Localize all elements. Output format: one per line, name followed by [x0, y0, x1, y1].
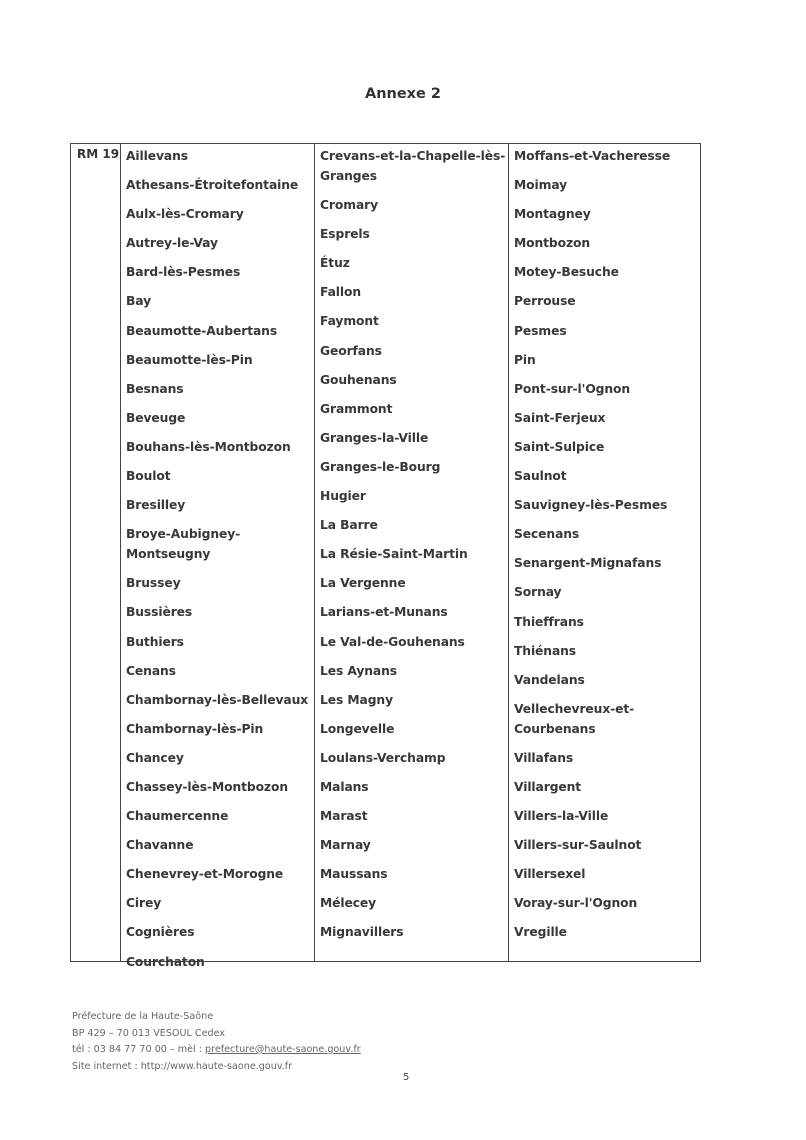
commune-list-2	[320, 146, 506, 952]
commune-item: Saulnot	[514, 469, 567, 484]
commune-item: Faymont	[320, 314, 379, 329]
commune-item: Aillevans	[126, 149, 188, 163]
footer	[72, 1009, 361, 1075]
communes-column-2	[315, 144, 509, 961]
commune-item: Gouhenans	[320, 372, 397, 387]
commune-item: Broye-Aubigney-Montseugny	[126, 527, 241, 562]
commune-item: Les Aynans	[320, 663, 397, 678]
commune-item: Brussey	[126, 576, 181, 591]
commune-item: Senargent-Mignafans	[514, 556, 662, 571]
commune-item: Crevans-et-la-Chapelle-lès-Granges	[320, 149, 506, 183]
commune-item: Moffans-et-Vacheresse	[514, 149, 671, 163]
group-label: RM 19	[77, 147, 120, 161]
commune-item: Vandelans	[514, 672, 585, 687]
commune-item: Besnans	[126, 381, 184, 396]
commune-item: Montbozon	[514, 236, 591, 251]
commune-item: Étuz	[320, 256, 350, 271]
footer-address: BP 429 – 70 013 VESOUL Cedex	[72, 1027, 226, 1039]
footer-email-link[interactable]: prefecture@haute-saone.gouv.fr	[205, 1044, 361, 1055]
commune-item: Thieffrans	[514, 614, 584, 629]
commune-item: Autrey-le-Vay	[126, 236, 218, 251]
commune-item: Moimay	[514, 178, 568, 193]
commune-item: Boulot	[126, 469, 171, 484]
commune-item: La Vergenne	[320, 576, 406, 591]
commune-item: Granges-la-Ville	[320, 430, 429, 445]
commune-item: Athesans-Étroitefontaine	[126, 178, 299, 193]
commune-item: Perrouse	[514, 294, 576, 309]
commune-item: Larians-et-Munans	[320, 605, 448, 620]
commune-item: Loulans-Verchamp	[320, 750, 446, 765]
commune-item: Cognières	[126, 925, 195, 940]
commune-item: Motey-Besuche	[514, 265, 619, 280]
commune-item: Villersexel	[514, 867, 586, 882]
commune-item: Villargent	[514, 779, 582, 794]
page-number: 5	[403, 1072, 410, 1083]
footer-org: Préfecture de la Haute-Saône	[72, 1011, 214, 1022]
commune-item: Bay	[126, 294, 152, 309]
commune-item: Villers-la-Ville	[514, 809, 609, 824]
commune-item: La Barre	[320, 518, 378, 533]
commune-item: Fallon	[320, 285, 362, 300]
footer-contact	[72, 1042, 361, 1059]
commune-item: Beaumotte-lès-Pin	[126, 352, 253, 367]
commune-item: Vregille	[514, 925, 567, 940]
commune-item: Saint-Sulpice	[514, 439, 605, 454]
commune-item: Hugier	[320, 489, 366, 504]
commune-item: Cirey	[126, 896, 162, 911]
commune-list-1	[126, 146, 312, 981]
commune-item: Chassey-lès-Montbozon	[126, 779, 288, 794]
commune-item: Bard-lès-Pesmes	[126, 265, 241, 280]
commune-item: Les Magny	[320, 692, 393, 707]
commune-item: Georfans	[320, 343, 382, 358]
commune-item: Pesmes	[514, 323, 567, 338]
commune-item: Marast	[320, 809, 368, 824]
commune-item: Chambornay-lès-Pin	[126, 721, 264, 736]
commune-item: Cenans	[126, 663, 176, 678]
commune-item: Bussières	[126, 605, 193, 620]
commune-item: Bouhans-lès-Montbozon	[126, 439, 291, 454]
commune-item: Pin	[514, 352, 536, 367]
commune-item: Saint-Ferjeux	[514, 410, 606, 425]
commune-item: Voray-sur-l'Ognon	[514, 896, 638, 911]
commune-item: Malans	[320, 779, 369, 794]
group-column	[71, 144, 121, 961]
commune-item: Grammont	[320, 401, 393, 416]
commune-item: Montagney	[514, 207, 591, 222]
commune-item: Esprels	[320, 227, 370, 242]
commune-item: Beaumotte-Aubertans	[126, 323, 278, 338]
commune-item: Mélecey	[320, 896, 377, 911]
commune-item: Bresilley	[126, 498, 186, 513]
commune-item: Sauvigney-lès-Pesmes	[514, 498, 668, 513]
communes-column-1	[121, 144, 315, 969]
commune-item: Vellechevreux-et-Courbenans	[514, 701, 635, 736]
commune-item: Aulx-lès-Cromary	[126, 207, 244, 222]
commune-item: Beveuge	[126, 410, 186, 425]
commune-list-3	[514, 146, 698, 952]
commune-item: Maussans	[320, 867, 388, 882]
commune-item: La Résie-Saint-Martin	[320, 547, 468, 562]
commune-item: Longevelle	[320, 721, 395, 736]
commune-item: Le Val-de-Gouhenans	[320, 634, 465, 649]
commune-item: Cromary	[320, 198, 379, 213]
footer-website: Site internet : http://www.haute-saone.gouv.fr	[72, 1060, 293, 1072]
commune-item: Chambornay-lès-Bellevaux	[126, 692, 309, 707]
commune-item: Chavanne	[126, 838, 194, 853]
page-title: Annexe 2	[364, 86, 442, 102]
commune-item: Granges-le-Bourg	[320, 459, 441, 474]
commune-item: Chancey	[126, 750, 184, 765]
communes-table	[70, 143, 701, 969]
commune-item: Secenans	[514, 527, 580, 542]
communes-column-3	[509, 144, 700, 961]
commune-item: Marnay	[320, 838, 371, 853]
commune-item: Mignavillers	[320, 925, 404, 940]
commune-item: Sornay	[514, 585, 562, 600]
footer-phone: tél : 03 84 77 70 00 – mèl :	[72, 1044, 206, 1055]
commune-item: Villers-sur-Saulnot	[514, 838, 642, 853]
commune-item: Chaumercenne	[126, 809, 229, 824]
commune-item: Chenevrey-et-Morogne	[126, 867, 284, 882]
commune-item: Courchaton	[126, 954, 205, 969]
commune-item: Buthiers	[126, 634, 184, 649]
commune-item: Thiénans	[514, 643, 577, 658]
commune-item: Villafans	[514, 750, 574, 765]
commune-item: Pont-sur-l'Ognon	[514, 381, 631, 396]
